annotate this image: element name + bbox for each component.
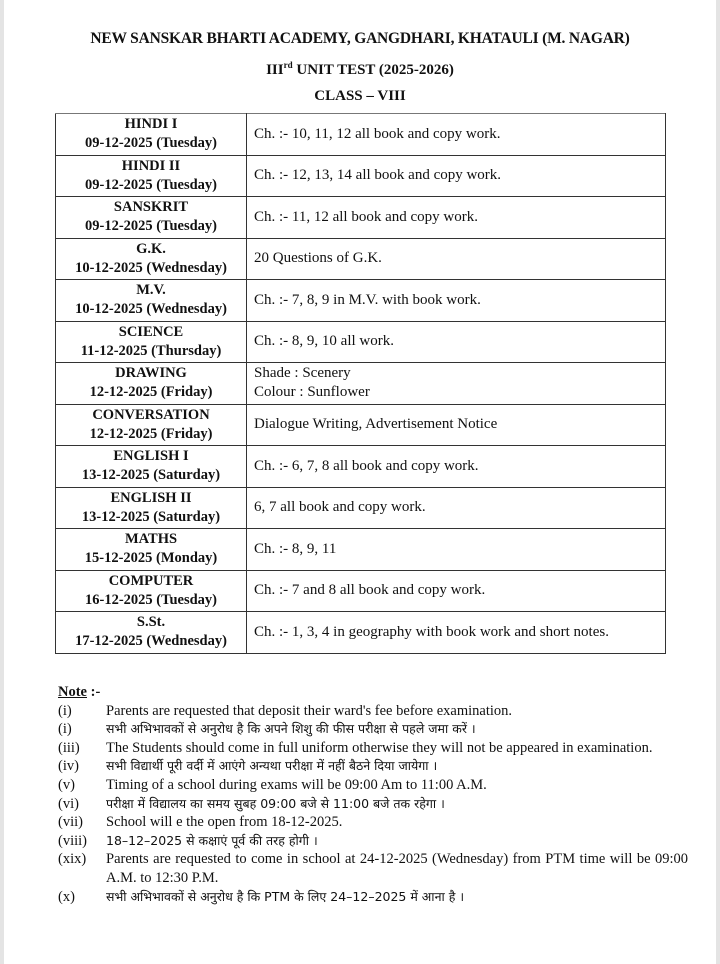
table-row xyxy=(56,570,666,612)
syllabus-cell xyxy=(247,321,666,363)
note-item xyxy=(58,813,688,832)
exam-date: 16-12-2025 (Tuesday) xyxy=(85,591,217,608)
exam-date: 15-12-2025 (Monday) xyxy=(84,550,218,567)
table-row xyxy=(56,446,666,488)
note-text: The Students should come in full uniform otherwise they will not be appeared in examination. xyxy=(106,739,653,756)
note-text: सभी अभिभावकों से अनुरोध है कि अपने शिशु की फीस परीक्षा से पहले जमा करें । xyxy=(106,721,476,737)
note-number: (viii) xyxy=(58,832,87,849)
subject-name: S.St. xyxy=(136,614,166,631)
notes-heading: Note :- xyxy=(58,684,101,700)
note-number: (vi) xyxy=(58,795,79,812)
syllabus-text: 20 Questions of G.K. xyxy=(254,250,382,267)
syllabus-cell xyxy=(247,280,666,322)
note-number: (i) xyxy=(58,721,72,738)
subject-name: G.K. xyxy=(136,240,166,257)
table-row xyxy=(56,155,666,197)
note-number: (iii) xyxy=(58,739,80,756)
syllabus-text: Ch. :- 10, 11, 12 all book and copy work. xyxy=(254,125,501,142)
subject-name: HINDI I xyxy=(124,116,178,133)
syllabus-text: Ch. :- 8, 9, 11 xyxy=(254,540,337,557)
syllabus-cell xyxy=(247,570,666,612)
table-row xyxy=(56,321,666,363)
syllabus-text: Ch. :- 8, 9, 10 all work. xyxy=(254,333,394,350)
note-item xyxy=(58,702,688,721)
note-text: Parents are requested that deposit their ward's fee before examination. xyxy=(106,702,513,719)
note-number: (x) xyxy=(58,888,75,905)
table-row xyxy=(56,238,666,280)
note-text: Timing of a school during exams will be 09:00 Am to 11:00 A.M. xyxy=(106,776,487,793)
syllabus-text: Shade : Scenery xyxy=(254,365,351,382)
exam-date: 10-12-2025 (Wednesday) xyxy=(75,301,227,318)
exam-date: 17-12-2025 (Wednesday) xyxy=(75,633,227,650)
note-text: सभी अभिभावकों से अनुरोध है कि PTM के लिए 24–12–2025 में आना है । xyxy=(106,888,465,904)
note-item xyxy=(58,832,688,851)
table-row xyxy=(56,363,666,405)
exam-date: 09-12-2025 (Tuesday) xyxy=(85,218,217,235)
subject-cell xyxy=(56,404,247,446)
note-item xyxy=(58,739,688,758)
table-row xyxy=(56,197,666,239)
syllabus-text: Ch. :- 6, 7, 8 all book and copy work. xyxy=(254,457,479,474)
note-text: परीक्षा में विद्यालय का समय सुबह 09:00 बजे से 11:00 बजे तक रहेगा । xyxy=(106,795,445,811)
note-number: (v) xyxy=(58,776,75,793)
syllabus-text: Ch. :- 1, 3, 4 in geography with book work and short notes. xyxy=(254,623,609,640)
syllabus-text: Colour : Sunflower xyxy=(254,384,370,401)
note-item xyxy=(58,720,688,739)
note-item xyxy=(58,757,688,776)
syllabus-text: Ch. :- 11, 12 all book and copy work. xyxy=(254,208,478,225)
exam-date: 12-12-2025 (Friday) xyxy=(89,425,213,442)
subject-name: HINDI II xyxy=(121,157,181,174)
table-row xyxy=(56,404,666,446)
subject-cell xyxy=(56,446,247,488)
subject-cell xyxy=(56,487,247,529)
syllabus-cell xyxy=(247,487,666,529)
subject-cell xyxy=(56,238,247,280)
school-name: NEW SANSKAR BHARTI ACADEMY, GANGDHARI, KHATAULI (M. NAGAR) xyxy=(90,30,630,47)
note-number: (i) xyxy=(58,702,72,719)
note-number: (iv) xyxy=(58,758,79,775)
page-edge-right xyxy=(716,0,720,964)
class-title: CLASS – VIII xyxy=(314,88,406,104)
subject-cell xyxy=(56,612,247,654)
note-number: (vii) xyxy=(58,814,83,831)
table-row xyxy=(56,114,666,156)
note-text: सभी विद्यार्थी पूरी वर्दी में आएंगे अन्यथा परीक्षा में नहीं बैठने दिया जायेगा । xyxy=(106,758,438,774)
subject-name: SCIENCE xyxy=(118,323,184,340)
syllabus-cell xyxy=(247,238,666,280)
exam-date: 09-12-2025 (Tuesday) xyxy=(85,176,217,193)
subject-cell xyxy=(56,363,247,405)
syllabus-cell xyxy=(247,612,666,654)
subject-cell xyxy=(56,280,247,322)
syllabus-cell xyxy=(247,155,666,197)
syllabus-text: Dialogue Writing, Advertisement Notice xyxy=(254,416,498,433)
syllabus-cell xyxy=(247,114,666,156)
exam-date: 12-12-2025 (Friday) xyxy=(89,384,213,401)
note-item xyxy=(58,776,688,795)
exam-date: 11-12-2025 (Thursday) xyxy=(80,342,222,359)
exam-date: 13-12-2025 (Saturday) xyxy=(81,467,221,484)
syllabus-cell xyxy=(247,404,666,446)
syllabus-cell xyxy=(247,529,666,571)
note-item xyxy=(58,888,688,907)
notes-list xyxy=(58,702,688,907)
note-text: School will e the open from 18-12-2025. xyxy=(106,814,343,831)
subject-cell xyxy=(56,197,247,239)
subject-name: MATHS xyxy=(124,531,178,548)
subject-name: SANSKRIT xyxy=(113,199,189,216)
subject-name: CONVERSATION xyxy=(92,406,210,423)
test-title: IIIrd UNIT TEST (2025-2026) xyxy=(266,60,454,78)
subject-name: M.V. xyxy=(136,282,166,299)
subject-name: ENGLISH I xyxy=(113,448,189,465)
table-row xyxy=(56,487,666,529)
syllabus-text: 6, 7 all book and copy work. xyxy=(254,499,426,516)
note-item xyxy=(58,850,688,887)
subject-cell xyxy=(56,155,247,197)
syllabus-cell xyxy=(247,363,666,405)
syllabus-text: Ch. :- 7, 8, 9 in M.V. with book work. xyxy=(254,291,481,308)
subject-name: COMPUTER xyxy=(108,572,194,589)
note-text: 18–12–2025 से कक्षाएं पूर्व की तरह होगी । xyxy=(106,832,318,848)
page-edge-left xyxy=(0,0,4,964)
syllabus-cell xyxy=(247,197,666,239)
note-number: (xix) xyxy=(58,851,87,868)
table-row xyxy=(56,529,666,571)
exam-schedule-table xyxy=(55,113,666,654)
exam-date: 10-12-2025 (Wednesday) xyxy=(75,259,227,276)
note-text: Parents are requested to come in school at 24-12-2025 (Wednesday) from PTM time will be 09:00 A.M. to 12:30 P.M. xyxy=(106,851,688,886)
syllabus-text: Ch. :- 12, 13, 14 all book and copy work. xyxy=(254,167,502,184)
exam-date: 09-12-2025 (Tuesday) xyxy=(85,135,217,152)
subject-cell xyxy=(56,529,247,571)
table-row xyxy=(56,280,666,322)
subject-name: DRAWING xyxy=(115,365,187,382)
exam-date: 13-12-2025 (Saturday) xyxy=(81,508,221,525)
note-item xyxy=(58,795,688,814)
subject-name: ENGLISH II xyxy=(110,489,192,506)
subject-cell xyxy=(56,114,247,156)
subject-cell xyxy=(56,321,247,363)
notes-section xyxy=(58,683,688,906)
table-row xyxy=(56,612,666,654)
syllabus-cell xyxy=(247,446,666,488)
syllabus-text: Ch. :- 7 and 8 all book and copy work. xyxy=(254,582,486,599)
subject-cell xyxy=(56,570,247,612)
